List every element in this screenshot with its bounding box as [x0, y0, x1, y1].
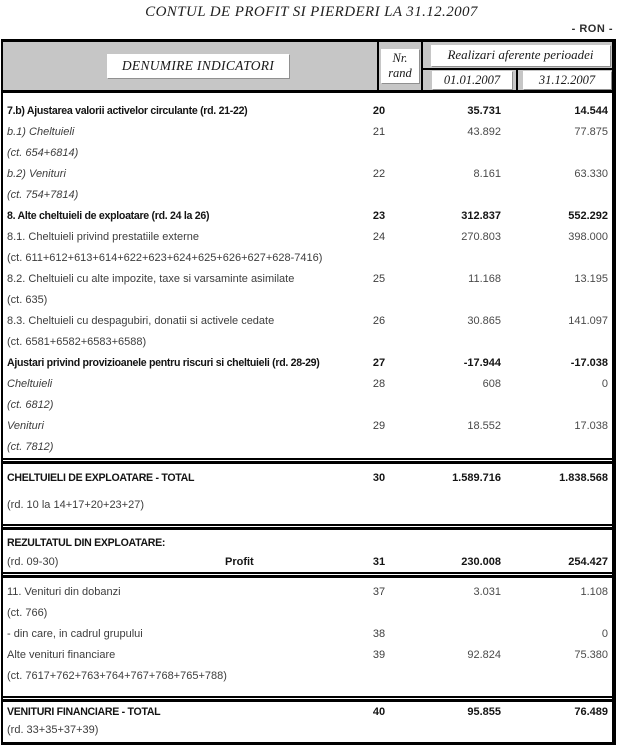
row-value-period1: 270.803: [461, 231, 501, 243]
row-value-period1: -17.944: [463, 357, 501, 369]
row-number: [359, 397, 399, 413]
row-value-period1: [399, 292, 501, 308]
row-number: [359, 722, 399, 738]
row-value-period1: 608: [482, 378, 501, 390]
row-label: 8.2. Cheltuieli cu alte impozite, taxe si varsaminte asimilate: [7, 273, 295, 285]
row-value-period1: 8.161: [473, 168, 501, 180]
row-value-period2: -17.038: [570, 357, 608, 369]
header-row-number-label: [381, 49, 419, 83]
table-row: [7, 554, 608, 570]
row-number: [359, 439, 399, 455]
header-cell-period: [423, 42, 612, 90]
table-section-financial-income: [3, 578, 612, 696]
row-value-period2: 254.427: [568, 556, 608, 568]
table-row: [7, 584, 608, 600]
row-label: (rd. 09-30) Profit: [7, 556, 254, 568]
row-label: (rd. 10 la 14+17+20+23+27): [7, 499, 145, 511]
row-number: [359, 145, 399, 161]
table-row: [7, 418, 608, 434]
row-value-period2: [501, 722, 608, 738]
row-label: Alte venituri financiare: [7, 649, 116, 661]
header-indicators-label: DENUMIRE INDICATORI: [107, 54, 289, 78]
row-label: (ct. 654+6814): [7, 147, 79, 159]
header-row-number-line1: Nr.: [392, 51, 408, 65]
row-number: 39: [372, 649, 386, 661]
table-row: [7, 124, 608, 140]
table-row: [7, 605, 608, 621]
row-value-period1: [399, 334, 501, 350]
row-number: [359, 668, 399, 684]
row-value-period2: 0: [601, 628, 608, 640]
row-label: (ct. 6812): [7, 399, 54, 411]
table-row: [7, 334, 608, 350]
table-row: [7, 722, 608, 738]
row-label: 7.b) Ajustarea valorii activelor circulante (rd. 21-22): [7, 105, 248, 117]
row-label: VENITURI FINANCIARE - TOTAL: [7, 706, 161, 718]
row-label: REZULTATUL DIN EXPLOATARE:: [7, 537, 166, 549]
document-title: CONTUL DE PROFIT SI PIERDERI LA 31.12.2007: [145, 4, 478, 20]
row-label: Ajustari privind provizioanele pentru riscuri si cheltuieli (rd. 28-29): [7, 357, 320, 369]
row-value-period1: 18.552: [467, 420, 501, 432]
row-number: [359, 292, 399, 308]
table-section-operating-result: [3, 530, 612, 572]
row-number: 37: [372, 586, 386, 598]
row-value-period2: 75.380: [574, 649, 608, 661]
row-value-period2: [501, 397, 608, 413]
row-number: 23: [372, 210, 386, 222]
row-label: (rd. 33+35+37+39): [7, 724, 99, 736]
row-number: 25: [372, 273, 386, 285]
table-row: [7, 166, 608, 182]
table-row: [7, 497, 608, 513]
header-period-group: [423, 42, 612, 70]
table-section-financial-income-total: [3, 702, 612, 738]
row-number: 38: [372, 628, 386, 640]
row-number: 28: [372, 378, 386, 390]
row-number: [359, 535, 399, 551]
row-label: Venituri: [7, 420, 44, 432]
row-number: 27: [372, 357, 386, 369]
header-cell-indicators: [3, 42, 377, 90]
currency-unit-label: - RON -: [571, 23, 613, 35]
row-value-period1: 312.837: [461, 210, 501, 222]
table-row: [7, 271, 608, 287]
row-secondary-label: Profit: [225, 556, 254, 568]
row-label: (ct. 7812): [7, 441, 54, 453]
table-row: [7, 208, 608, 224]
row-label: 11. Venituri din dobanzi: [7, 586, 121, 598]
row-number: [359, 605, 399, 621]
row-label: 8.3. Cheltuieli cu despagubiri, donatii si activele cedate: [7, 315, 275, 327]
row-label: b.2) Venituri: [7, 168, 66, 180]
row-number: [359, 187, 399, 203]
row-value-period2: [501, 250, 608, 266]
row-value-period1: [399, 439, 501, 455]
table-row: [7, 626, 608, 642]
row-value-period2: 1.838.568: [559, 472, 608, 484]
row-label: Cheltuieli: [7, 378, 53, 390]
header-row-number-line2: rand: [388, 66, 412, 80]
header-period-col2-label: 31.12.2007: [523, 71, 611, 89]
row-value-period2: 17.038: [574, 420, 608, 432]
row-value-period1: [399, 250, 501, 266]
table-header: [3, 42, 612, 93]
row-number: 40: [372, 706, 386, 718]
row-value-period1: 35.731: [467, 105, 501, 117]
row-value-period1: [399, 145, 501, 161]
profit-loss-table: [1, 39, 616, 745]
table-row: [7, 470, 608, 486]
row-value-period2: [501, 439, 608, 455]
table-row: [7, 292, 608, 308]
row-label: - din care, in cadrul grupului: [7, 628, 143, 640]
table-section-operating-expenses-total: [3, 464, 612, 524]
header-cell-row-number: [377, 42, 423, 90]
row-value-period2: [501, 535, 608, 551]
table-row: [7, 103, 608, 119]
table-row: [7, 397, 608, 413]
row-label: 8.1. Cheltuieli privind prestatiile externe: [7, 231, 199, 243]
row-label: 8. Alte cheltuieli de exploatare (rd. 24 la 26): [7, 210, 210, 222]
row-value-period2: [501, 605, 608, 621]
row-number: 24: [372, 231, 386, 243]
row-label: (ct. 6581+6582+6583+6588): [7, 336, 147, 348]
row-value-period1: 3.031: [473, 586, 501, 598]
row-value-period2: [501, 145, 608, 161]
row-value-period1: 95.855: [467, 706, 501, 718]
row-label: CHELTUIELI DE EXPLOATARE - TOTAL: [7, 472, 195, 484]
table-row: [7, 313, 608, 329]
row-value-period1: 92.824: [467, 649, 501, 661]
row-number: 30: [372, 472, 386, 484]
row-label: (ct. 635): [7, 294, 48, 306]
row-value-period1: [399, 668, 501, 684]
row-value-period1: [399, 497, 501, 513]
header-period-columns: [423, 70, 612, 90]
row-label: (ct. 766): [7, 607, 48, 619]
row-value-period2: 13.195: [574, 273, 608, 285]
row-value-period1: [399, 605, 501, 621]
table-row: [7, 355, 608, 371]
table-row: [7, 439, 608, 455]
row-number: 20: [372, 105, 386, 117]
row-value-period2: 77.875: [574, 126, 608, 138]
row-value-period1: [399, 535, 501, 551]
row-value-period2: [501, 334, 608, 350]
row-number: [359, 334, 399, 350]
header-period-col1: [423, 70, 516, 90]
row-value-period2: [501, 668, 608, 684]
row-label: (ct. 611+612+613+614+622+623+624+625+626+627+628-7416): [7, 252, 323, 264]
row-number: [359, 250, 399, 266]
row-label: (ct. 754+7814): [7, 189, 79, 201]
row-value-period2: 398.000: [568, 231, 608, 243]
row-value-period2: 141.097: [568, 315, 608, 327]
header-period-group-label: Realizari aferente perioadei: [431, 45, 610, 66]
table-row: [7, 535, 608, 551]
row-value-period2: 63.330: [574, 168, 608, 180]
row-value-period1: 43.892: [467, 126, 501, 138]
row-value-period2: 0: [601, 378, 608, 390]
row-number: [359, 497, 399, 513]
row-value-period2: [501, 497, 608, 513]
row-number: 21: [372, 126, 386, 138]
row-value-period1: 11.168: [468, 273, 501, 285]
table-row: [7, 704, 608, 720]
row-value-period1: 230.008: [461, 556, 501, 568]
row-value-period1: [399, 187, 501, 203]
row-value-period2: 76.489: [574, 706, 608, 718]
table-row: [7, 647, 608, 663]
row-value-period1: 1.589.716: [452, 472, 501, 484]
row-number: 29: [372, 420, 386, 432]
row-value-period1: [399, 397, 501, 413]
row-label: b.1) Cheltuieli: [7, 126, 75, 138]
row-value-period1: [399, 722, 501, 738]
row-label: (ct. 7617+762+763+764+767+768+765+788): [7, 670, 227, 682]
row-number: 31: [372, 556, 386, 568]
header-period-col1-label: 01.01.2007: [432, 71, 512, 89]
header-period-col2: [516, 70, 612, 90]
table-row: [7, 250, 608, 266]
row-value-period2: [501, 187, 608, 203]
table-row: [7, 668, 608, 684]
table-row: [7, 145, 608, 161]
table-row: [7, 187, 608, 203]
row-value-period2: 552.292: [568, 210, 608, 222]
row-value-period2: 14.544: [574, 105, 608, 117]
row-value-period2: 1.108: [580, 586, 608, 598]
table-row: [7, 229, 608, 245]
row-number: 22: [372, 168, 386, 180]
table-section-operating-adjustments: [3, 93, 612, 458]
row-value-period1: [399, 626, 501, 642]
row-value-period1: 30.865: [467, 315, 501, 327]
row-value-period2: [501, 292, 608, 308]
table-row: [7, 376, 608, 392]
row-number: 26: [372, 315, 386, 327]
